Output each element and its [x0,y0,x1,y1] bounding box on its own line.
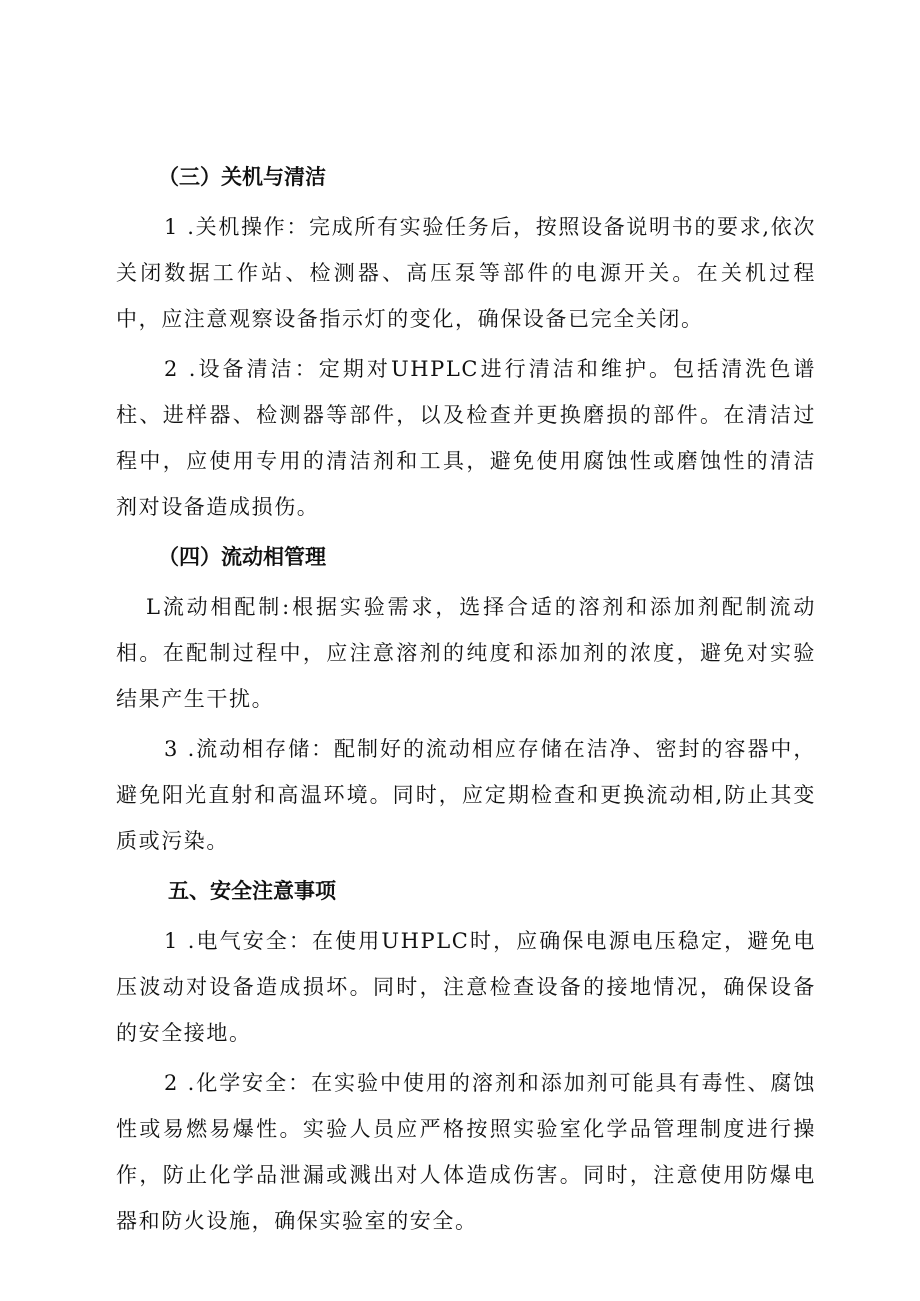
section-heading-shutdown-cleaning: （三）关机与清洁 [158,165,326,189]
paragraph-equipment-cleaning: 2 .设备清洁：定期对UHPLC进行清洁和维护。包括清洗色谱柱、进样器、检测器等部件，以及检查并更换磨损的部件。在清洁过程中，应使用专用的清洁剂和工具，避免使用腐蚀性或磨蚀性的清洁剂对设备造成损伤。 [116,357,816,519]
section-heading-mobile-phase: （四）流动相管理 [158,545,326,569]
paragraph-chemical-safety: 2 .化学安全：在实验中使用的溶剂和添加剂可能具有毒性、腐蚀性或易燃易爆性。实验人员应严格按照实验室化学品管理制度进行操作，防止化学品泄漏或溅出对人体造成伤害。同时，注意使用防爆电器和防火设施，确保实验室的安全。 [116,1071,816,1233]
document-body [116,154,816,1244]
paragraph-shutdown-operation: 1 .关机操作：完成所有实验任务后，按照设备说明书的要求,依次关闭数据工作站、检测器、高压泵等部件的电源开关。在关机过程中，应注意观察设备指示灯的变化，确保设备已完全关闭。 [116,215,816,331]
paragraph-mobile-phase-storage: 3 .流动相存储：配制好的流动相应存储在洁净、密封的容器中，避免阳光直射和高温环境。同时，应定期检查和更换流动相,防止其变质或污染。 [116,737,816,853]
paragraph-electrical-safety: 1 .电气安全：在使用UHPLC时，应确保电源电压稳定，避免电压波动对设备造成损坏。同时，注意检查设备的接地情况，确保设备的安全接地。 [116,929,816,1045]
section-heading-safety: 五、安全注意事项 [168,879,336,903]
paragraph-mobile-phase-preparation: L流动相配制:根据实验需求，选择合适的溶剂和添加剂配制流动相。在配制过程中，应注意溶剂的纯度和添加剂的浓度，避免对实验结果产生干扰。 [116,595,816,711]
